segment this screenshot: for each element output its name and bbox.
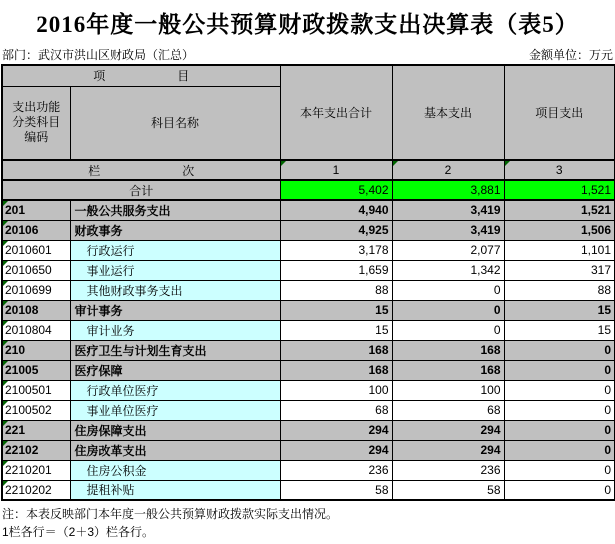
report-title: 2016年度一般公共预算财政拨款支出决算表（表5） bbox=[36, 12, 579, 37]
col-header-basic: 基本支出 bbox=[392, 65, 504, 160]
column-index-label-cell: 栏次 bbox=[2, 160, 280, 180]
col-header-total: 本年支出合计 bbox=[280, 65, 392, 160]
value-cell: 100 bbox=[280, 380, 392, 400]
column-number: 3 bbox=[555, 163, 563, 177]
value-cell: 15 bbox=[280, 320, 392, 340]
green-corner-marker bbox=[281, 161, 286, 166]
column-number-cell bbox=[392, 160, 504, 180]
detail-row bbox=[2, 400, 615, 420]
green-corner-marker bbox=[393, 161, 398, 166]
green-corner-marker bbox=[3, 221, 8, 226]
code-cell: 2010650 bbox=[2, 260, 70, 280]
code-cell: 221 bbox=[2, 420, 70, 440]
green-corner-marker bbox=[3, 321, 8, 326]
code-cell: 2010804 bbox=[2, 320, 70, 340]
green-corner-marker bbox=[3, 361, 8, 366]
code-cell: 2210202 bbox=[2, 480, 70, 500]
column-number-cell bbox=[280, 160, 392, 180]
total-value-cell: 5,402 bbox=[280, 180, 392, 200]
value-cell: 58 bbox=[392, 480, 504, 500]
budget-table bbox=[1, 64, 615, 501]
code-header-cell: 支出功能分类科目编码 bbox=[2, 86, 70, 160]
value-cell: 100 bbox=[392, 380, 504, 400]
code-cell: 2100501 bbox=[2, 380, 70, 400]
detail-row bbox=[2, 240, 615, 260]
meta-row bbox=[2, 46, 613, 63]
subject-name-cell: 其他财政事务支出 bbox=[70, 280, 280, 300]
value-cell: 0 bbox=[504, 380, 615, 400]
total-value-cell: 1,521 bbox=[504, 180, 615, 200]
green-corner-marker bbox=[3, 421, 8, 426]
value-cell: 15 bbox=[504, 320, 615, 340]
value-cell: 294 bbox=[280, 420, 392, 440]
value-cell: 2,077 bbox=[392, 240, 504, 260]
green-corner-marker bbox=[3, 381, 8, 386]
green-corner-marker bbox=[3, 461, 8, 466]
summary-row bbox=[2, 340, 615, 360]
summary-row bbox=[2, 440, 615, 460]
value-cell: 294 bbox=[392, 420, 504, 440]
code-cell: 2010699 bbox=[2, 280, 70, 300]
value-cell: 4,940 bbox=[280, 200, 392, 220]
value-cell: 1,659 bbox=[280, 260, 392, 280]
value-cell: 3,419 bbox=[392, 220, 504, 240]
note-line-1: 注：本表反映部门本年度一般公共预算财政拨款实际支出情况。 bbox=[2, 507, 339, 521]
green-corner-marker bbox=[3, 261, 8, 266]
value-cell: 236 bbox=[280, 460, 392, 480]
column-number: 1 bbox=[332, 163, 340, 177]
green-corner-marker bbox=[505, 161, 510, 166]
value-cell: 0 bbox=[392, 300, 504, 320]
code-cell: 2100502 bbox=[2, 400, 70, 420]
value-cell: 0 bbox=[504, 340, 615, 360]
value-cell: 1,342 bbox=[392, 260, 504, 280]
value-cell: 15 bbox=[280, 300, 392, 320]
table-header bbox=[2, 65, 615, 180]
total-row bbox=[2, 180, 615, 200]
amount-unit-label: 金额单位：万元 bbox=[528, 48, 613, 62]
column-number: 2 bbox=[444, 163, 452, 177]
value-cell: 3,419 bbox=[392, 200, 504, 220]
subject-name-cell: 医疗卫生与计划生育支出 bbox=[70, 340, 280, 360]
value-cell: 88 bbox=[280, 280, 392, 300]
code-cell: 201 bbox=[2, 200, 70, 220]
total-label-cell: 合计 bbox=[2, 180, 280, 200]
green-corner-marker bbox=[3, 341, 8, 346]
value-cell: 3,178 bbox=[280, 240, 392, 260]
detail-row bbox=[2, 280, 615, 300]
summary-row bbox=[2, 200, 615, 220]
value-cell: 0 bbox=[504, 400, 615, 420]
value-cell: 168 bbox=[392, 360, 504, 380]
name-header-cell: 科目名称 bbox=[70, 86, 280, 160]
value-cell: 68 bbox=[280, 400, 392, 420]
code-cell: 20106 bbox=[2, 220, 70, 240]
value-cell: 0 bbox=[504, 480, 615, 500]
subject-name-cell: 住房保障支出 bbox=[70, 420, 280, 440]
total-value-cell: 3,881 bbox=[392, 180, 504, 200]
summary-row bbox=[2, 360, 615, 380]
project-header-cell: 项目 bbox=[2, 65, 280, 86]
subject-name-cell: 医疗保障 bbox=[70, 360, 280, 380]
note-line-2: 1栏各行＝（2＋3）栏各行。 bbox=[2, 525, 155, 539]
value-cell: 4,925 bbox=[280, 220, 392, 240]
header-row-column-numbers bbox=[2, 160, 615, 180]
value-cell: 168 bbox=[280, 340, 392, 360]
code-cell: 210 bbox=[2, 340, 70, 360]
value-cell: 0 bbox=[392, 320, 504, 340]
summary-row bbox=[2, 420, 615, 440]
code-cell: 22102 bbox=[2, 440, 70, 460]
value-cell: 88 bbox=[504, 280, 615, 300]
value-cell: 58 bbox=[280, 480, 392, 500]
subject-name-cell: 财政事务 bbox=[70, 220, 280, 240]
value-cell: 1,521 bbox=[504, 200, 615, 220]
value-cell: 1,506 bbox=[504, 220, 615, 240]
value-cell: 0 bbox=[504, 360, 615, 380]
green-corner-marker bbox=[3, 301, 8, 306]
green-corner-marker bbox=[3, 481, 8, 486]
detail-row bbox=[2, 380, 615, 400]
detail-row bbox=[2, 480, 615, 500]
summary-row bbox=[2, 220, 615, 240]
column-number-cell bbox=[504, 160, 615, 180]
subject-name-cell: 审计事务 bbox=[70, 300, 280, 320]
value-cell: 0 bbox=[504, 420, 615, 440]
subject-name-cell: 事业单位医疗 bbox=[70, 400, 280, 420]
value-cell: 0 bbox=[504, 440, 615, 460]
summary-row bbox=[2, 300, 615, 320]
value-cell: 15 bbox=[504, 300, 615, 320]
green-corner-marker bbox=[3, 241, 8, 246]
subject-name-cell: 审计业务 bbox=[70, 320, 280, 340]
subject-name-cell: 事业运行 bbox=[70, 260, 280, 280]
value-cell: 0 bbox=[392, 280, 504, 300]
value-cell: 236 bbox=[392, 460, 504, 480]
code-cell: 21005 bbox=[2, 360, 70, 380]
green-corner-marker bbox=[3, 281, 8, 286]
detail-row bbox=[2, 260, 615, 280]
code-cell: 2210201 bbox=[2, 460, 70, 480]
subject-name-cell: 住房公积金 bbox=[70, 460, 280, 480]
notes bbox=[2, 505, 613, 541]
code-cell: 2010601 bbox=[2, 240, 70, 260]
value-cell: 168 bbox=[392, 340, 504, 360]
code-cell: 20108 bbox=[2, 300, 70, 320]
value-cell: 68 bbox=[392, 400, 504, 420]
detail-row bbox=[2, 320, 615, 340]
col-header-project-expense: 项目支出 bbox=[504, 65, 615, 160]
department-label: 部门：武汉市洪山区财政局（汇总） bbox=[2, 48, 195, 62]
detail-row bbox=[2, 460, 615, 480]
table-body bbox=[2, 180, 615, 500]
green-corner-marker bbox=[3, 441, 8, 446]
green-corner-marker bbox=[3, 401, 8, 406]
value-cell: 0 bbox=[504, 460, 615, 480]
subject-name-cell: 行政单位医疗 bbox=[70, 380, 280, 400]
value-cell: 294 bbox=[280, 440, 392, 460]
subject-name-cell: 一般公共服务支出 bbox=[70, 200, 280, 220]
value-cell: 168 bbox=[280, 360, 392, 380]
subject-name-cell: 住房改革支出 bbox=[70, 440, 280, 460]
green-corner-marker bbox=[3, 201, 8, 206]
subject-name-cell: 提租补贴 bbox=[70, 480, 280, 500]
value-cell: 1,101 bbox=[504, 240, 615, 260]
subject-name-cell: 行政运行 bbox=[70, 240, 280, 260]
value-cell: 317 bbox=[504, 260, 615, 280]
value-cell: 294 bbox=[392, 440, 504, 460]
header-row-project bbox=[2, 65, 615, 86]
